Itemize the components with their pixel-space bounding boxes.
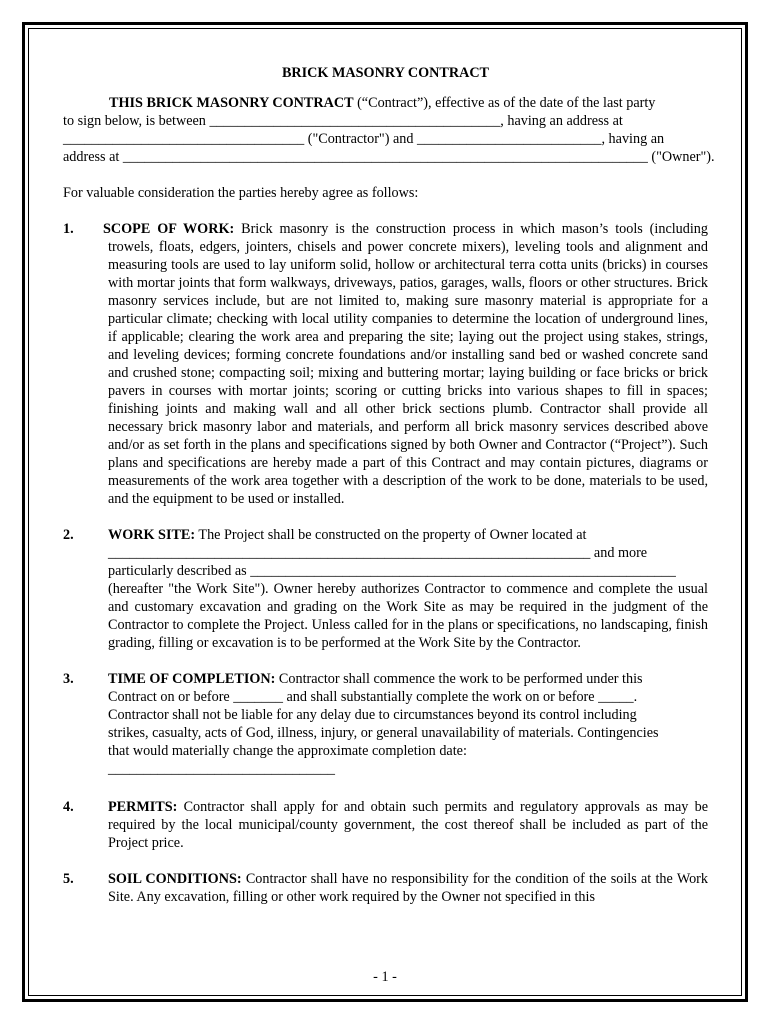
section-body <box>108 670 708 778</box>
section-number: 2. <box>63 527 74 543</box>
section-heading: WORK SITE: <box>108 527 196 543</box>
section-heading: SOIL CONDITIONS: <box>108 871 242 887</box>
section-number: 3. <box>63 671 74 687</box>
section-heading: PERMITS: <box>108 799 178 815</box>
section-text: Contractor shall apply for and obtain such permits and regulatory approvals as may be required by the local municipal/county government, the cost thereof shall be included as part of the Project price. <box>108 799 708 851</box>
section-text: (hereafter "the Work Site"). Owner hereby authorizes Contractor to commence and complete the usual and customary excavation and grading on the Work Site as may be required in the judgment of the Contractor to complete the Project. Unless called for in the plans or specifications, no landscaping, finish grading, filling or excavation is to be performed at the Work Site by the Contractor. <box>108 581 708 651</box>
section-heading: TIME OF COMPLETION: <box>108 671 276 687</box>
section-line-1-text: Contractor shall commence the work to be performed under this <box>275 671 643 687</box>
section-time-of-completion <box>63 670 708 778</box>
completion-date-blank: ________________________________ <box>108 761 335 777</box>
section-work-site <box>63 526 708 652</box>
section-line-3: particularly described as ____________________________________________________________ <box>108 563 676 579</box>
section-line-1 <box>108 526 708 544</box>
section-body <box>108 798 708 852</box>
section-body <box>108 870 708 906</box>
intro-line-4: address at __________________________________________________________________________ ("Owner"). <box>63 149 715 165</box>
intro-paragraph <box>63 94 715 166</box>
section-body <box>103 220 708 508</box>
section-permits <box>63 798 708 852</box>
section-body <box>108 526 708 652</box>
section-number: 5. <box>63 871 74 887</box>
section-number: 4. <box>63 799 74 815</box>
section-line-2: ____________________________________________________________________ and more <box>108 545 648 561</box>
intro-lead: THIS BRICK MASONRY CONTRACT <box>109 95 354 111</box>
section-text: Contractor shall have no responsibility for the condition of the soils at the Work Site. Any excavation, filling or other work required by the Owner not specified in this <box>108 871 708 905</box>
intro-line-3: __________________________________ ("Contractor") and __________________________, having an <box>63 131 665 147</box>
document-body <box>63 64 715 906</box>
section-heading: SCOPE OF WORK: <box>103 221 235 237</box>
section-line-5: that would materially change the approximate completion date: <box>108 743 467 759</box>
section-line-1 <box>108 670 708 688</box>
section-number: 1. <box>63 221 74 237</box>
section-text: Brick masonry is the construction process in which mason’s tools (including trowels, floats, edgers, jointers, chisels and power concrete mixers), leveling tools and alignment and measuring tools are used to lay uniform solid, hollow or architectural terra cotta units (bricks) in courses with mortar joints that form walkways, driveways, patios, garages, walls, floors or other structures. Brick masonry services include, but are not limited to, making sure masonry material is appropriate for a particular climate; checking with local utility companies to determine the location of underground lines, if applicable; clearing the work area and preparing the site; laying out the project using stakes, strings, and leveling devices; forming concrete foundations and/or installing sand bed or washed concrete sand and crushed stone; compacting soil; mixing and buttering mortar; laying building or face bricks or brick pavers in courses with mortar joints; scoring or cutting bricks into various shapes to fill in spaces; finishing joints and making wall and all other brick sections plumb. Contractor shall provide all necessary brick masonry labor and materials, and perform all brick masonry services described above and/or as set forth in the plans and specifications signed by both Owner and Contractor (“Project”). Such plans and specifications are hereby made a part of this Contract and may contain pictures, diagrams or measurements of the work area together with a description of the work to be done, materials to be used, and the equipment to be used or installed. <box>108 221 708 507</box>
intro-line-1-rest: (“Contract”), effective as of the date of the last party <box>353 95 656 111</box>
intro-line-1 <box>63 94 708 112</box>
section-soil-conditions <box>63 870 708 906</box>
section-line-1-text: The Project shall be constructed on the property of Owner located at <box>195 527 587 543</box>
intro-line-2: to sign below, is between _________________________________________, having an address at <box>63 113 623 129</box>
page-number: - 1 - <box>373 969 397 985</box>
section-scope-of-work <box>63 220 708 508</box>
section-line-4: strikes, casualty, acts of God, illness, injury, or general unavailability of materials. Contingencies <box>108 725 659 741</box>
document-title: BRICK MASONRY CONTRACT <box>281 65 490 81</box>
section-line-2: Contract on or before _______ and shall substantially complete the work on or before _____. <box>108 689 638 705</box>
consideration-text: For valuable consideration the parties hereby agree as follows: <box>63 185 419 201</box>
section-line-3: Contractor shall not be liable for any delay due to circumstances beyond its control including <box>108 707 637 723</box>
